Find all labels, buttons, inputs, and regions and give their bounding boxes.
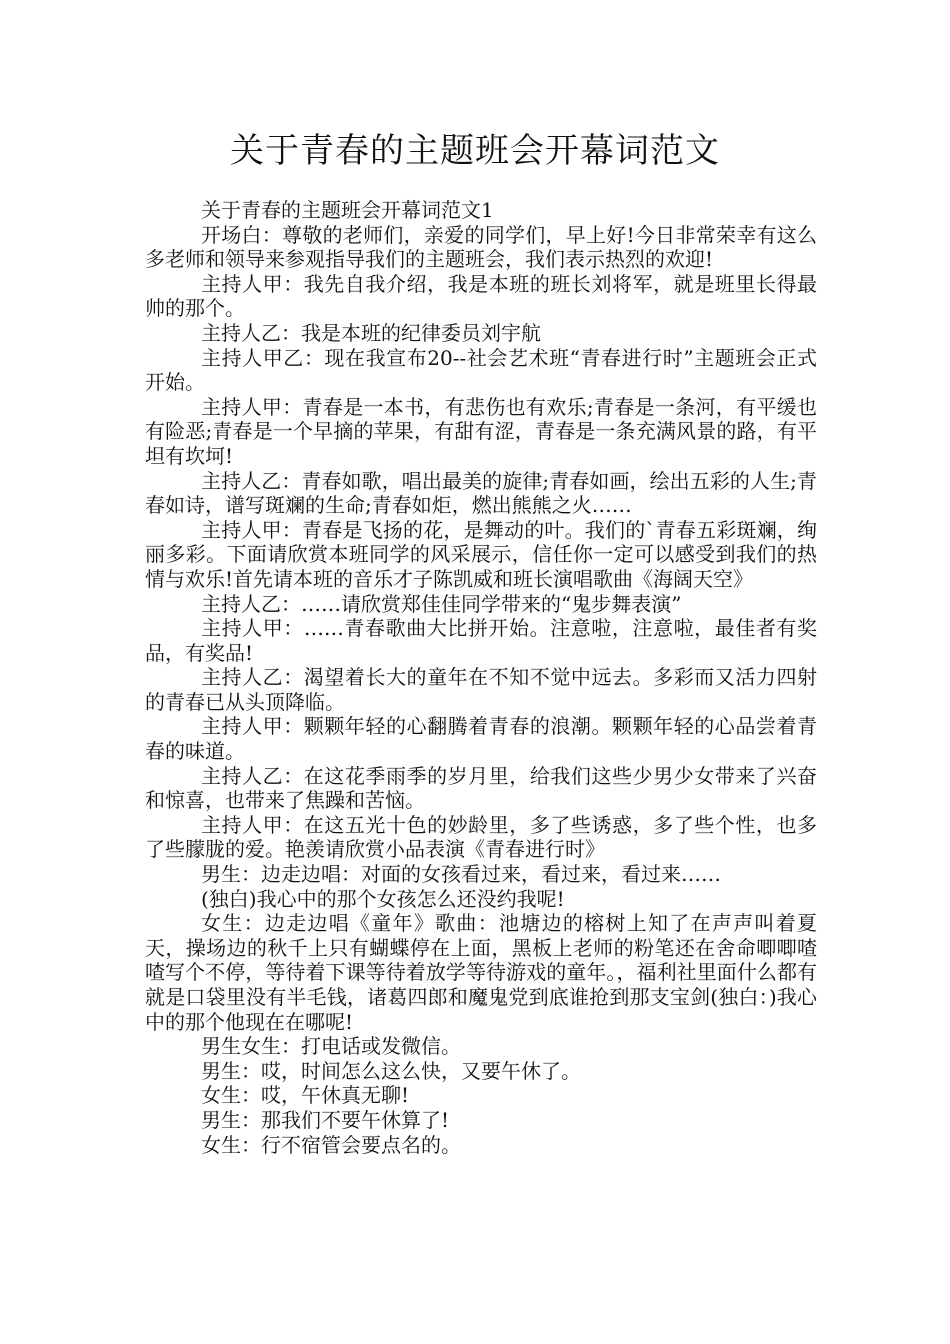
paragraph: 主持人乙：……请欣赏郑佳佳同学带来的“鬼步舞表演” <box>201 591 682 616</box>
paragraph: 女生：边走边唱《童年》歌曲：池塘边的榕树上知了在声声叫着夏天，操场边的秋千上只有蝴蝶停在上面，黑板上老师的粉笔还在舍命唧唧喳喳写个不停，等待着下课等待着放学等待游戏的童年。，福利社里面什么都有就是口袋里没有半毛钱，诸葛四郎和魔鬼党到底谁抢到那支宝剑(独白：)我心中的那个他现在在哪呢! <box>145 911 817 1034</box>
paragraph: 男生：边走边唱：对面的女孩看过来，看过来，看过来…… <box>201 862 721 887</box>
paragraph: 主持人乙：在这花季雨季的岁月里，给我们这些少男少女带来了兴奋和惊喜，也带来了焦躁和苦恼。 <box>145 763 817 813</box>
document-title: 关于青春的主题班会开幕词范文 <box>230 131 720 171</box>
paragraph: 主持人甲：颗颗年轻的心翻腾着青春的浪潮。颗颗年轻的心品尝着青春的味道。 <box>145 714 817 764</box>
paragraph: 主持人乙：渴望着长大的童年在不知不觉中远去。多彩而又活力四射的青春已从头顶降临。 <box>145 665 817 714</box>
paragraph: 主持人甲：青春是飞扬的花，是舞动的叶。我们的`青春五彩斑斓，绚丽多彩。下面请欣赏本班同学的风采展示，信任你一定可以感受到我们的热情与欢乐!首先请本班的音乐才子陈凯威和班长演唱歌曲《海阔天空》 <box>145 517 817 591</box>
paragraph: 主持人甲：我先自我介绍，我是本班的班长刘将军，就是班里长得最帅的那个。 <box>145 271 817 321</box>
paragraph: 女生：哎，午休真无聊! <box>201 1083 410 1108</box>
paragraph: 开场白：尊敬的老师们，亲爱的同学们，早上好!今日非常荣幸有这么多老师和领导来参观指导我们的主题班会，我们表示热烈的欢迎! <box>145 222 817 272</box>
paragraph: 男生女生：打电话或发微信。 <box>201 1034 461 1059</box>
paragraph: 主持人甲：青春是一本书，有悲伤也有欢乐;青春是一条河，有平缓也有险恶;青春是一个早摘的苹果，有甜有涩，青春是一条充满风景的路，有平坦有坎坷! <box>145 394 817 468</box>
paragraph: 男生：那我们不要午休算了! <box>201 1107 450 1132</box>
paragraph: 主持人乙：青春如歌，唱出最美的旋律;青春如画，绘出五彩的人生;青春如诗，谱写斑斓的生命;青春如炬，燃出熊熊之火…… <box>145 468 817 518</box>
paragraph: 主持人甲：……青春歌曲大比拼开始。注意啦，注意啦，最佳者有奖品，有奖品! <box>145 616 817 665</box>
paragraph: 主持人甲：在这五光十色的妙龄里，多了些诱惑，多了些个性，也多了些朦胧的爱。艳羡请欣赏小品表演《青春进行时》 <box>145 812 817 862</box>
paragraph: 主持人乙：我是本班的纪律委员刘宇航 <box>201 320 541 345</box>
paragraph: (独白)我心中的那个女孩怎么还没约我呢! <box>201 886 565 911</box>
paragraph: 主持人甲乙：现在我宣布20--社会艺术班“青春进行时”主题班会正式开始。 <box>145 345 817 395</box>
paragraph: 女生：行不宿管会要点名的。 <box>201 1132 461 1157</box>
paragraph: 男生：哎，时间怎么这么快，又要午休了。 <box>201 1058 581 1083</box>
document-body <box>145 198 817 1157</box>
paragraph: 关于青春的主题班会开幕词范文1 <box>201 198 494 222</box>
